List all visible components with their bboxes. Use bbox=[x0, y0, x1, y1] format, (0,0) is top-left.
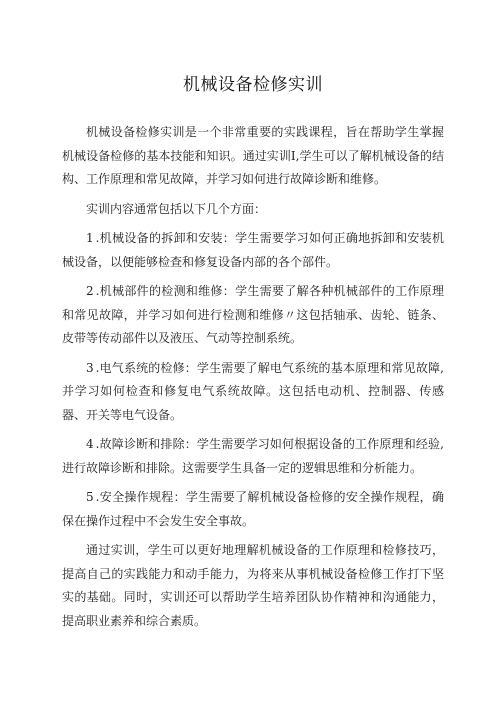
list-item bbox=[62, 486, 444, 533]
item-number: 3 bbox=[86, 360, 94, 375]
conclusion-paragraph: 通过实训，学生可以更好地理解机械设备的工作原理和检修技巧，提高自己的实践能力和动手能力，为将来从事机械设备检修工作打下坚实的基础。同时，实训还可以帮助学生培养团队协作精神和沟通能力，提高职业素养和综合素质。 bbox=[62, 543, 444, 628]
list-item bbox=[62, 433, 444, 480]
list-item bbox=[62, 280, 444, 351]
list-item bbox=[62, 227, 444, 274]
item-text: .安全操作规程：学生需要了解机械设备检修的安全操作规程，确保在操作过程中不会发生安全事故。 bbox=[62, 490, 444, 528]
lead-paragraph: 实训内容通常包括以下几个方面： bbox=[86, 201, 267, 216]
document-title: 机械设备检修实训 bbox=[183, 75, 323, 95]
item-number: 5 bbox=[86, 490, 94, 504]
item-text: .故障诊断和排除：学生需要学习如何根据设备的工作原理和经验,进行故障诊断和排除。这需要学生具备一定的逻辑思维和分析能力。 bbox=[62, 437, 444, 475]
item-text: .机械部件的检测和维修：学生需要了解各种机械部件的工作原理和常见故障，并学习如何进行检测和维修〃这包括轴承、齿轮、链条、皮带等传动部件以及液压、气动等控制系统。 bbox=[62, 284, 444, 345]
item-number: 1 bbox=[86, 231, 94, 245]
item-text: .机械设备的拆卸和安装：学生需要学习如何正确地拆卸和安装机械设备，以便能够检查和修复设备内部的各个部件。 bbox=[62, 231, 444, 269]
intro-paragraph: 机械设备检修实训是一个非常重要的实践课程，旨在帮助学生掌握机械设备检修的基本技能和知识。通过实训I,学生可以了解机械设备的结构、工作原理和常见故障，并学习如何进行故障诊断和维修。 bbox=[62, 125, 444, 186]
list-item bbox=[62, 357, 444, 428]
item-text: .电气系统的检修：学生需要了解电气系统的基本原理和常见故障,并学习如何检查和修复电气系统故障。这包括电动机、控制器、传感器、开关等电气设备。 bbox=[62, 360, 444, 422]
document-body bbox=[62, 121, 444, 633]
item-number: 4 bbox=[86, 437, 94, 451]
item-number: 2 bbox=[86, 284, 94, 298]
